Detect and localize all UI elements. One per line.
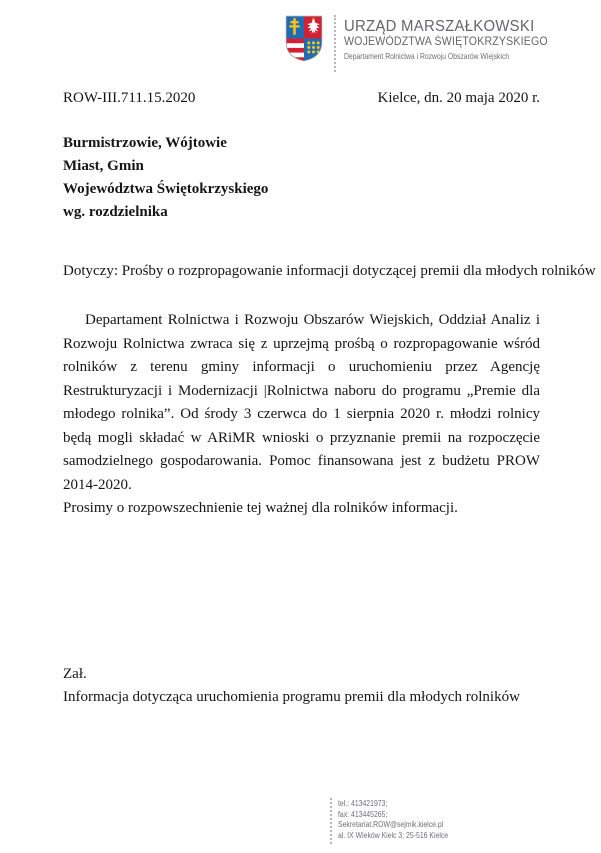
- contact-footer: [338, 799, 448, 841]
- letterhead-separator: [334, 15, 336, 72]
- body-paragraph-2: Prosimy o rozpowszechnienie tej ważnej dla rolników informacji.: [63, 500, 458, 516]
- subject-line: Dotyczy: Prośby o rozpropagowanie informacji dotyczącej premii dla młodych rolników: [63, 263, 596, 279]
- footer-email: Sekretariat.ROW@sejmik.kielce.pl: [338, 820, 444, 830]
- attachment-item: Informacja dotycząca uruchomienia programu premii dla młodych rolników: [63, 688, 520, 705]
- footer-address: al. IX Wieków Kielc 3; 25-516 Kielce: [338, 830, 449, 840]
- addressee-line: Burmistrzowie, Wójtowie: [63, 135, 227, 151]
- org-name: URZĄD MARSZAŁKOWSKI: [344, 18, 535, 35]
- reference-number: ROW-III.711.15.2020: [63, 90, 196, 106]
- coat-of-arms-icon: [285, 15, 323, 62]
- footer-phone: tel.: 413421973;: [338, 799, 388, 808]
- addressee-line: Miast, Gmin: [63, 158, 144, 174]
- gold-stars-icon: [307, 41, 320, 53]
- footer-separator: [330, 798, 332, 844]
- footer-fax: fax: 413445265;: [338, 809, 388, 819]
- letterhead-text: [344, 19, 566, 61]
- body-paragraph-1: Departament Rolnictwa i Rozwoju Obszarów Wiejskich, Oddział Analiz i Rozwoju Rolnictwa zwraca się z uprzejmą prośbą o rozpropagowanie wśród rolników z terenu gminy informacji o uruchomieniu przez Agencję Restrukturyzacji i Modernizacji |Rolnictwa naboru do programu „Premie dla młodego rolnika”. Od środy 3 czerwca do 1 sierpnia 2020 r. młodzi rolnicy będą mogli składać w ARiMR wnioski o przyznanie premii na rozpoczęcie samodzielnego gospodarowania. Pomoc finansowana jest z budżetu PROW 2014-2020.: [63, 312, 540, 493]
- attachment-note: [63, 663, 520, 708]
- letterhead-logo: [285, 15, 323, 67]
- stripe-white: [285, 53, 304, 58]
- addressee-line: wg. rozdzielnika: [63, 204, 168, 220]
- attachment-label: Zał.: [63, 666, 87, 682]
- stripe-white: [285, 43, 304, 48]
- letter-body: [63, 309, 540, 521]
- addressee-block: [63, 132, 268, 224]
- addressee-line: Województwa Świętokrzyskiego: [63, 181, 269, 197]
- place-and-date: Kielce, dn. 20 maja 2020 r.: [377, 90, 540, 106]
- org-department: Departament Rolnictwa i Rozwoju Obszarów Wiejskich: [344, 51, 510, 61]
- reference-row: [63, 90, 540, 107]
- org-region: WOJEWÓDZTWA ŚWIĘTOKRZYSKIEGO: [344, 36, 548, 48]
